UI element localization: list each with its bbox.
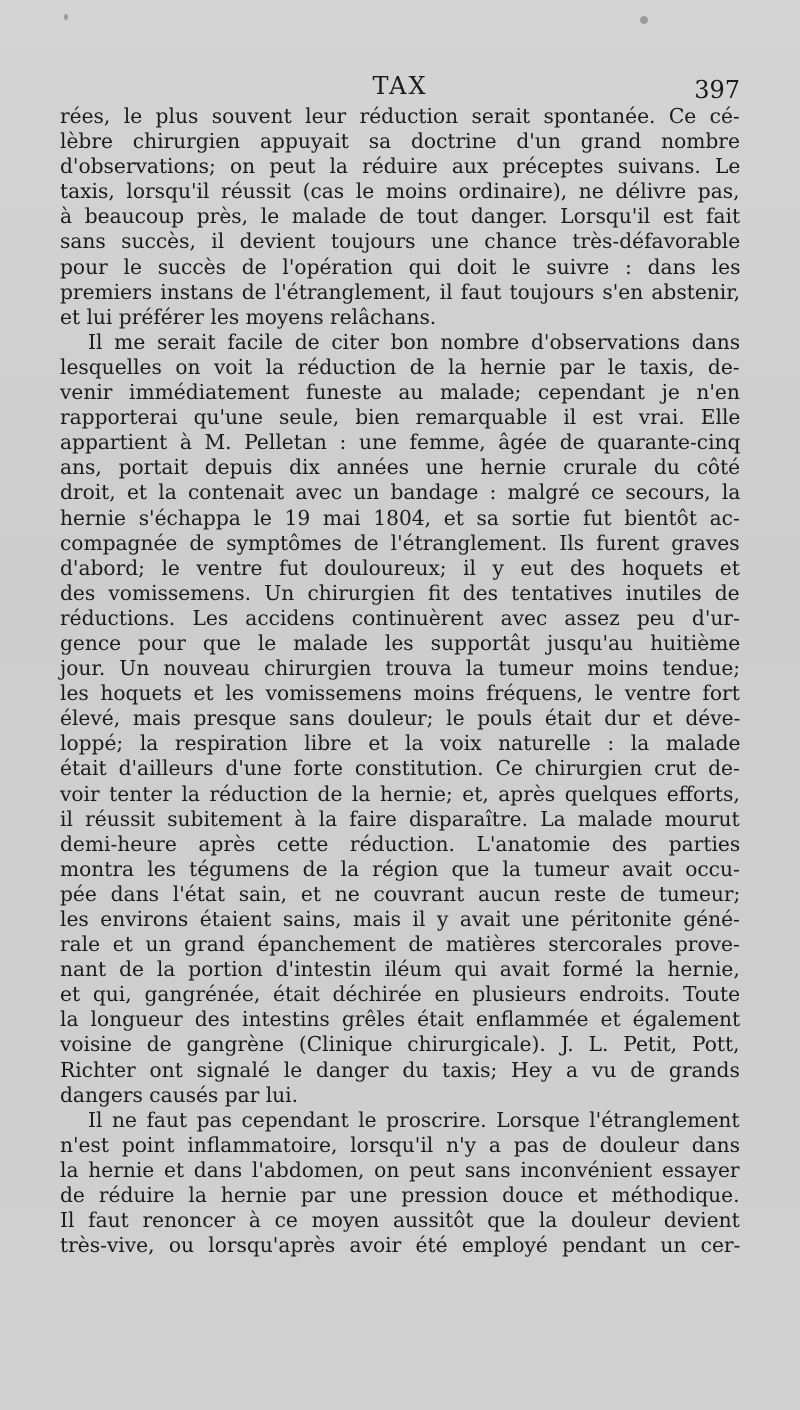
text-line: rale et un grand épanchement de matières stercorales prove- — [60, 932, 740, 957]
text-line: très-vive, ou lorsqu'après avoir été employé pendant un cer- — [60, 1233, 741, 1258]
running-head: TAX — [372, 72, 428, 100]
text-line: de réduire la hernie par une pression douce et méthodique. — [60, 1183, 740, 1208]
text-line: rapporterai qu'une seule, bien remarquable il est vrai. Elle — [60, 405, 741, 430]
text-line: d'abord; le ventre fut douloureux; il y eut des hoquets et — [60, 555, 740, 580]
ink-spot — [64, 14, 68, 20]
text-line: venir immédiatement funeste au malade; cependant je n'en — [60, 380, 740, 405]
text-line: nant de la portion d'intestin iléum qui avait formé la hernie, — [60, 957, 740, 982]
text-line: voir tenter la réduction de la hernie; et, après quelques efforts, — [60, 781, 740, 806]
text-line: voisine de gangrène (Clinique chirurgicale). J. L. Petit, Pott, — [60, 1032, 740, 1057]
ink-spot — [640, 16, 648, 24]
text-line: ans, portait depuis dix années une hernie crurale du côté — [60, 455, 741, 480]
text-line: Il me serait facile de citer bon nombre d'observations dans — [88, 329, 741, 354]
text-line: la hernie et dans l'abdomen, on peut sans inconvénient essayer — [60, 1157, 740, 1182]
text-line: Richter ont signalé le danger du taxis; Hey a vu de grands — [60, 1057, 740, 1082]
text-line: sans succès, il devient toujours une chance très-défavorable — [60, 229, 741, 254]
text-line: lèbre chirurgien appuyait sa doctrine d'un grand nombre — [60, 129, 740, 154]
text-line: n'est point inflammatoire, lorsqu'il n'y a pas de douleur dans — [60, 1132, 741, 1157]
text-line: d'observations; on peut la réduire aux préceptes suivans. Le — [60, 154, 741, 179]
text-line: demi-heure après cette réduction. L'anatomie des parties — [60, 831, 741, 856]
text-line: appartient à M. Pelletan : une femme, âgée de quarante-cinq — [60, 430, 741, 455]
text-line: des vomissemens. Un chirurgien fit des tentatives inutiles de — [60, 580, 740, 605]
text-line: gence pour que le malade les supportât jusqu'au huitième — [60, 630, 741, 655]
text-line: compagnée de symptômes de l'étranglement. Ils furent graves — [60, 530, 740, 555]
text-line: pée dans l'état sain, et ne couvrant aucun reste de tumeur; — [60, 881, 741, 906]
text-line: réductions. Les accidens continuèrent avec assez peu d'ur- — [60, 605, 740, 630]
text-line: loppé; la respiration libre et la voix naturelle : la malade — [60, 731, 741, 756]
text-line: pour le succès de l'opération qui doit le suivre : dans les — [60, 254, 741, 279]
text-line: hernie s'échappa le 19 mai 1804, et sa sortie fut bientôt ac- — [60, 505, 740, 530]
text-line: Il ne faut pas cependant le proscrire. Lorsque l'étranglement — [88, 1107, 740, 1132]
text-line: et qui, gangrénée, était déchirée en plusieurs endroits. Toute — [60, 982, 741, 1007]
text-line: jour. Un nouveau chirurgien trouva la tumeur moins tendue; — [60, 656, 741, 681]
text-line: dangers causés par lui. — [60, 1082, 299, 1107]
text-line: la longueur des intestins grêles était enflammée et également — [60, 1007, 741, 1032]
text-line: les hoquets et les vomissemens moins fréquens, le ventre fort — [60, 681, 740, 706]
text-line: et lui préférer les moyens relâchans. — [60, 304, 437, 329]
text-line: rées, le plus souvent leur réduction serait spontanée. Ce cé- — [60, 104, 740, 128]
text-line: lesquelles on voit la réduction de la hernie par le taxis, de- — [60, 354, 740, 379]
page-header — [60, 72, 740, 106]
text-line: à beaucoup près, le malade de tout danger. Lorsqu'il est fait — [60, 204, 741, 229]
text-line: taxis, lorsqu'il réussit (cas le moins ordinaire), ne délivre pas, — [60, 179, 740, 204]
text-line: il réussit subitement à la faire disparaître. La malade mourut — [60, 806, 740, 831]
text-line: premiers instans de l'étranglement, il faut toujours s'en abstenir, — [60, 279, 741, 304]
text-line: droit, et la contenait avec un bandage : malgré ce secours, la — [60, 480, 741, 505]
body-text — [60, 104, 740, 1258]
page-number: 397 — [694, 76, 740, 104]
text-line: montra les tégumens de la région que la tumeur avait occu- — [60, 856, 740, 881]
text-line: était d'ailleurs d'une forte constitution. Ce chirurgien crut de- — [60, 756, 740, 781]
text-line: élevé, mais presque sans douleur; le pouls était dur et déve- — [60, 706, 741, 731]
text-line: Il faut renoncer à ce moyen aussitôt que la douleur devient — [60, 1208, 740, 1233]
text-line: les environs étaient sains, mais il y avait une péritonite géné- — [60, 907, 740, 931]
